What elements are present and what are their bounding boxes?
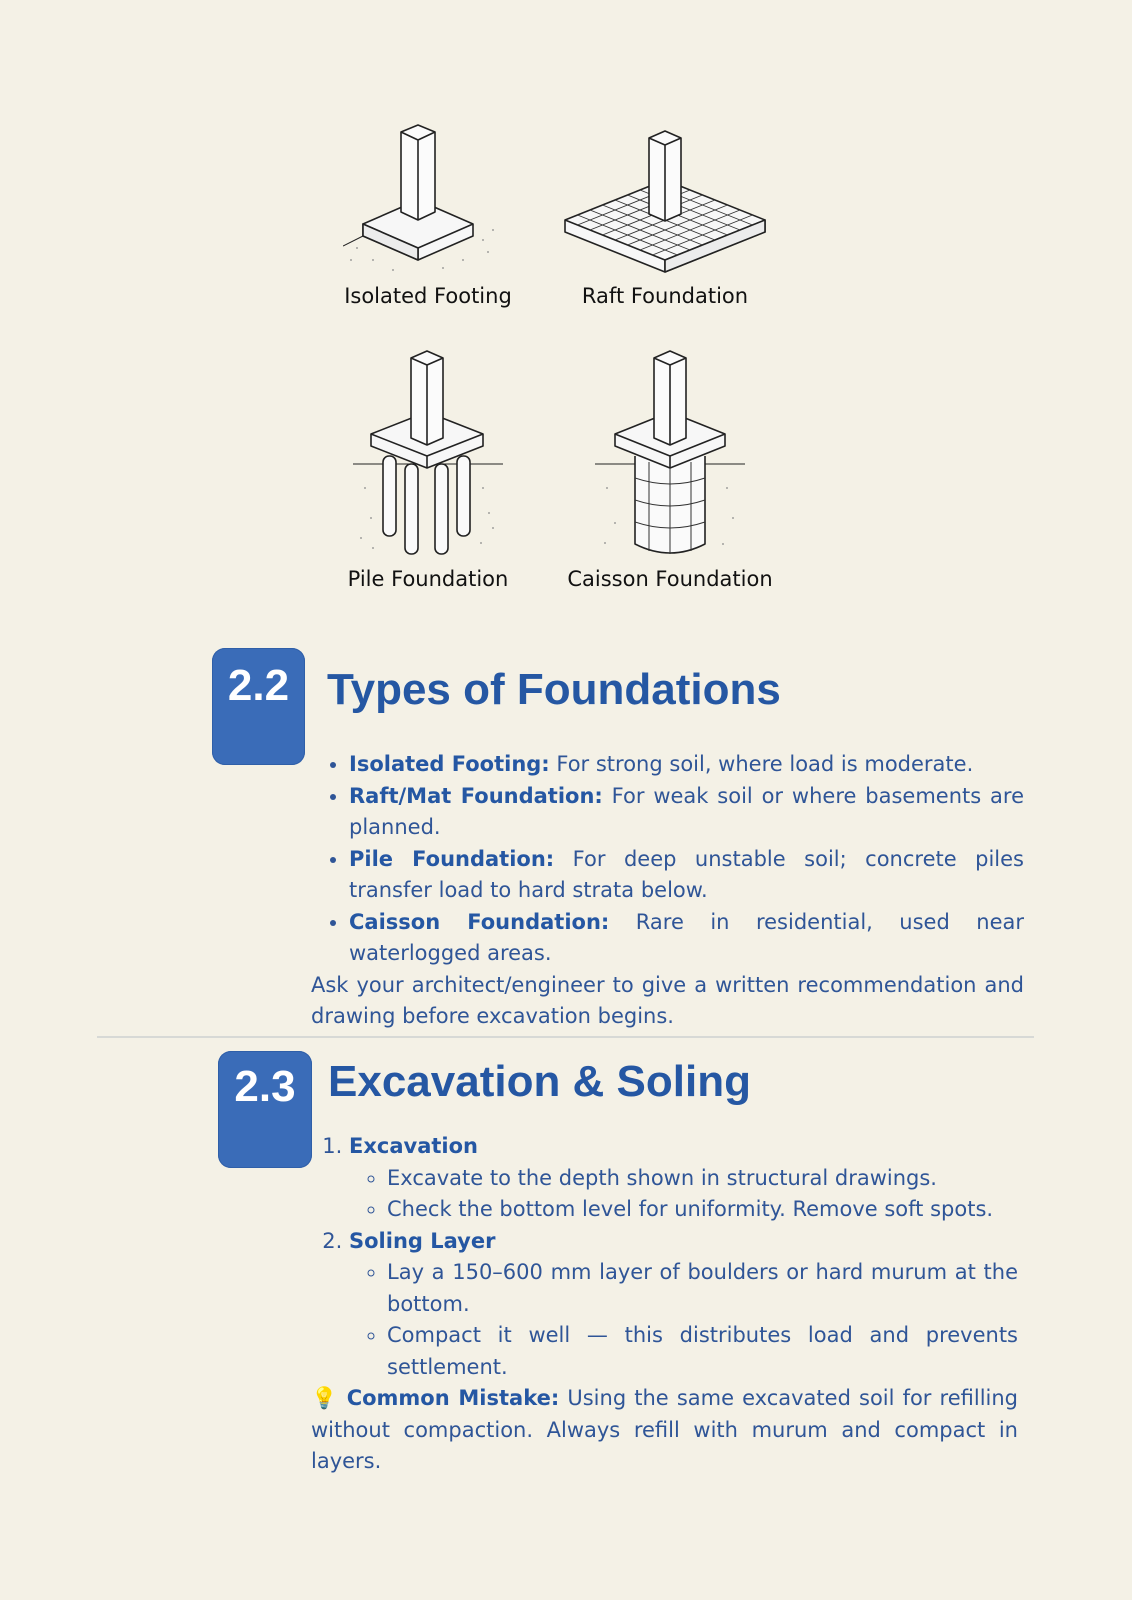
term-description: For strong soil, where load is moderate. — [549, 752, 974, 776]
lightbulb-icon: 💡 — [311, 1386, 339, 1410]
tip-label: Common Mistake: — [346, 1386, 560, 1410]
figure-caption: Pile Foundation — [347, 567, 509, 591]
raft-foundation-illustration — [545, 120, 785, 308]
section-note: Ask your architect/engineer to give a written recommendation and drawing before excavation begins. — [311, 972, 1024, 1028]
step-points — [349, 1257, 1018, 1383]
list-item — [349, 749, 1024, 781]
foundation-types-list — [311, 749, 1024, 970]
term-label: Pile Foundation: — [349, 846, 555, 871]
term-description: For deep unstable soil; concrete piles transfer load to hard strata below. — [349, 846, 1024, 902]
figure-caption: Raft Foundation — [581, 284, 749, 308]
term-label: Caisson Foundation: — [349, 909, 610, 934]
list-item — [349, 907, 1024, 970]
pile-foundation-illustration — [308, 348, 548, 591]
foundation-types-figure — [330, 120, 800, 620]
figure-caption: Caisson Foundation — [567, 567, 773, 591]
step-item — [349, 1131, 1018, 1226]
pile-foundation-icon — [343, 348, 513, 563]
term-description: For weak soil or where basements are planned. — [349, 783, 1024, 839]
tip-text: Using the same excavated soil for refilling without compaction. Always refill with murum and compact in layers. — [311, 1386, 1019, 1473]
list-item: ◦ Excavate to the depth shown in structural drawings. — [387, 1163, 1018, 1195]
section-2-3-content — [311, 1131, 1018, 1478]
figure-caption: Isolated Footing — [344, 284, 512, 308]
section-2-2-content — [311, 749, 1024, 1033]
list-item — [349, 781, 1024, 844]
step-points — [349, 1163, 1018, 1226]
term-label: Raft/Mat Foundation: — [349, 783, 603, 808]
caisson-foundation-illustration — [550, 348, 790, 591]
term-description: Rare in residential, used near waterlogged areas. — [349, 909, 1025, 965]
step-heading: Soling Layer — [349, 1228, 496, 1253]
step-heading: Excavation — [349, 1134, 478, 1158]
list-item: ◦ Check the bottom level for uniformity. Remove soft spots. — [387, 1194, 1018, 1226]
section-number-badge: 2.3 — [218, 1051, 312, 1168]
procedure-steps — [311, 1131, 1018, 1383]
step-item — [349, 1226, 1018, 1384]
isolated-footing-illustration — [308, 120, 548, 308]
isolated-footing-icon — [343, 120, 513, 280]
list-item: ◦ Compact it well — this distributes load and prevents settlement. — [387, 1320, 1018, 1383]
section-divider — [97, 1036, 1034, 1038]
common-mistake-tip — [311, 1383, 1018, 1478]
list-item — [349, 844, 1024, 907]
list-item: ◦ Lay a 150–600 mm layer of boulders or hard murum at the bottom. — [387, 1257, 1018, 1320]
section-title: Types of Foundations — [327, 665, 781, 714]
term-label: Isolated Footing: — [349, 752, 550, 776]
section-title: Excavation & Soling — [328, 1057, 751, 1106]
raft-foundation-icon — [555, 120, 775, 280]
section-number-badge: 2.2 — [212, 648, 305, 765]
caisson-foundation-icon — [585, 348, 755, 563]
